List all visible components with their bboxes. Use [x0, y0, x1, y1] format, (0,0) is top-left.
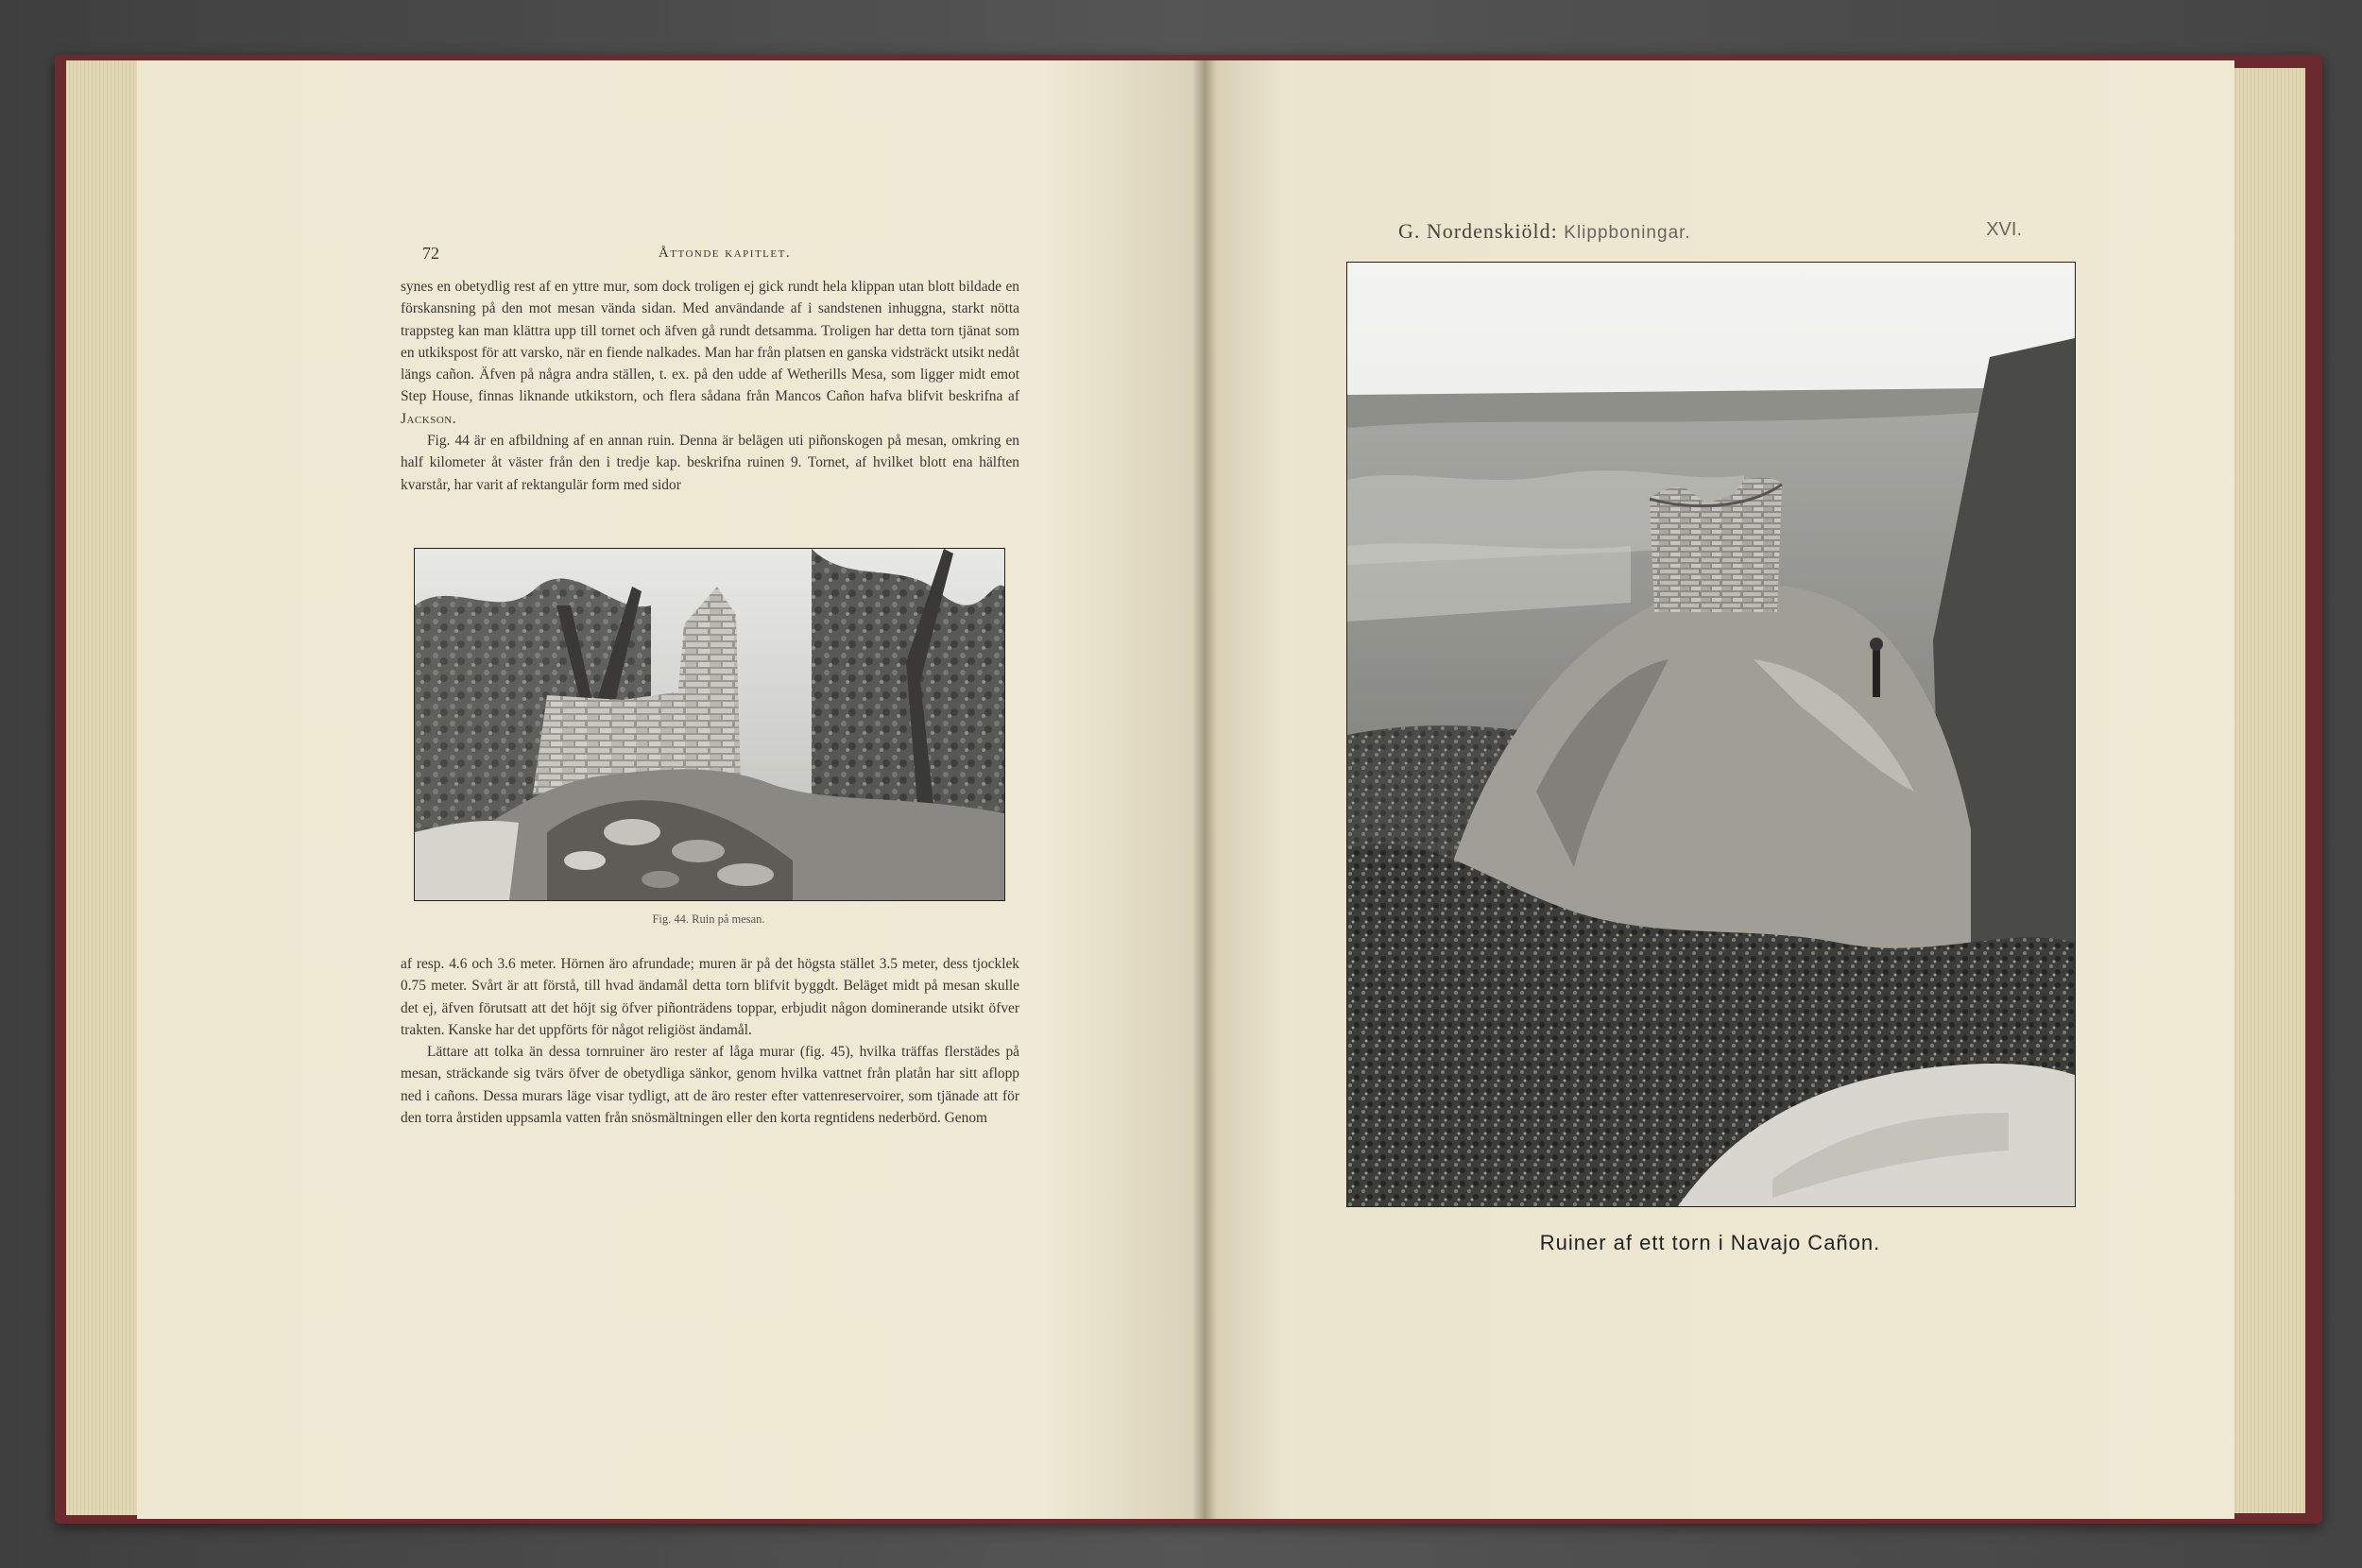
- figure-caption: Fig. 44. Ruin på mesan.: [652, 912, 765, 926]
- plate-author: [1398, 219, 1691, 244]
- page-edges-left: [66, 60, 142, 1515]
- page-number: 72: [422, 244, 439, 263]
- plate-caption: Ruiner af ett torn i Navajo Cañon.: [1539, 1231, 1881, 1254]
- plate-number: XVI.: [1986, 219, 2022, 240]
- paragraph: Lättare att tolka än dessa tornruiner äro rester af låga murar (fig. 45), hvilka träffas flerstädes på mesan, sträckande sig tvärs öfver de obetydliga sänkor, genom hvilka vattnet från platån har sitt aflopp ned i cañons. Dessa murars läge visar tydligt, att de äro rester efter vattenreservoirer, som tjänade att för den torra årstiden uppsamla vatten från snösmältningen eller den korta regntidens nederbörd. Genom: [401, 1044, 1019, 1127]
- paragraph-text: synes en obetydlig rest af en yttre mur, som dock troligen ej gick rundt hela klippan utan blott bildade en förskansning på den mot mesan vända sidan. Med användande af i sandstenen inhuggna, starkt nötta trappsteg kan man klättra upp till tornet och äfven gå rundt detsamma. Troligen har detta torn tjänat som en utkikspost för att varsko, när en fiende nalkades. Man har från platsen en ganska vidsträckt utsikt nedåt längs cañon. Äfven på några andra ställen, t. ex. på den udde af Wetherills Mesa, som ligger midt emot Step House, finnas liknande utkikstorn, och flera sådana från Mancos Cañon hafva blifvit beskrifna af: [401, 279, 1019, 405]
- paragraph: af resp. 4.6 och 3.6 meter. Hörnen äro afrundade; muren är på det högsta stället 3.5 meter, dess tjocklek 0.75 meter. Svårt är att förstå, till hvad ändamål detta torn blifvit byggdt. Beläget midt på mesan skulle det ej, äfven förutsatt att det höjt sig öfver piñonträdens toppar, erbjudit någon dominerande utsikt öfver trakten. Kanske har det uppförts för något religiöst ändamål.: [401, 956, 1019, 1038]
- paragraph: Fig. 44 är en afbildning af en annan ruin. Denna är belägen uti piñonskogen på mesan, omkring en half kilometer åt väster från den i tredje kap. beskrifna ruinen 9. Tornet, af hvilket blott ena hälften kvarstår, har varit af rektangulär form med sidor: [401, 433, 1019, 493]
- body-text-top: [401, 276, 1019, 496]
- book-title: Klippboningar.: [1564, 223, 1691, 243]
- book-gutter: [1192, 60, 1217, 1519]
- ruin-illustration: [415, 549, 1004, 900]
- figure-ruin-on-mesa: [414, 548, 1005, 901]
- plate-header: [1398, 219, 2022, 249]
- paragraph: [401, 276, 1019, 430]
- chapter-heading: Åttonde kapitlet.: [658, 246, 792, 261]
- tower-ruin-photograph: [1347, 263, 2075, 1206]
- running-head: [422, 244, 1027, 270]
- body-text-bottom: [401, 953, 1019, 1129]
- author-reference: Jackson.: [401, 410, 457, 427]
- plate-tower-ruin-photo: [1346, 262, 2076, 1207]
- author-name: G. Nordenskiöld:: [1398, 219, 1565, 243]
